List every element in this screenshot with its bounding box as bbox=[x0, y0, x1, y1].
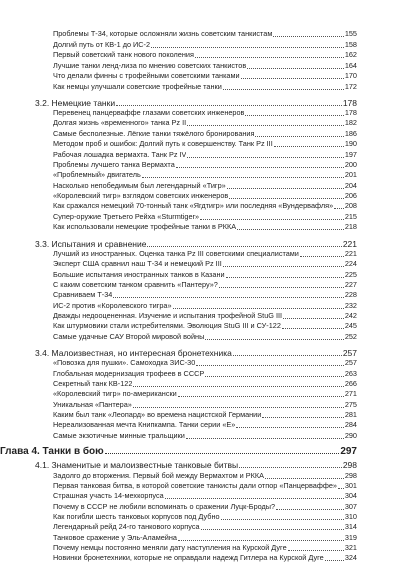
toc-entry bbox=[0, 118, 400, 128]
toc-entry-title: Супер-оружие Третьего Рейха «Sturmtiger» bbox=[53, 212, 200, 221]
toc-entry-title: Долгая жизнь «временного» танка Pz II bbox=[53, 118, 187, 127]
toc-entry bbox=[0, 431, 400, 441]
toc-page-number: 197 bbox=[344, 150, 357, 159]
toc-entry-title: Первая танковая битва, в которой советские танкисты дали отпор «Панцерваффе» bbox=[53, 481, 337, 490]
toc-entry bbox=[0, 259, 400, 269]
toc-entry-title: 3.2. Немецкие танки bbox=[35, 98, 116, 108]
toc-page-number: 298 bbox=[344, 471, 357, 480]
toc-entry bbox=[0, 553, 400, 563]
toc-entry bbox=[0, 50, 400, 60]
toc-entry-title: Самые бесполезные. Лёгкие танки тяжёлого бронирования bbox=[53, 129, 255, 138]
toc-page-number: 172 bbox=[344, 82, 357, 91]
toc-page-number: 225 bbox=[344, 270, 357, 279]
dot-leader bbox=[133, 407, 344, 408]
dot-leader bbox=[223, 89, 344, 90]
toc-entry-title: С каким советским танком сравнить «Пантеру»? bbox=[53, 280, 218, 289]
toc-page-number: 170 bbox=[344, 71, 357, 80]
dot-leader bbox=[226, 277, 344, 278]
toc-entry-title: Самые удачные САУ Второй мировой войны bbox=[53, 332, 205, 341]
toc-entry bbox=[0, 222, 400, 232]
dot-leader bbox=[274, 146, 344, 147]
toc-page-number: 204 bbox=[344, 181, 357, 190]
toc-page-number: 257 bbox=[344, 358, 357, 367]
toc-entry-title: Как погибли шесть танковых корпусов под Дубно bbox=[53, 512, 220, 521]
toc-entry bbox=[0, 181, 400, 191]
toc-page-number: 257 bbox=[342, 348, 357, 358]
toc-entry-title: Как штурмовики стали истребителями. Эволюция StuG III и СУ-122 bbox=[53, 321, 281, 330]
toc-page-number: 221 bbox=[344, 249, 357, 258]
dot-leader bbox=[334, 208, 344, 209]
dot-leader bbox=[223, 266, 344, 267]
toc-entry-title: Насколько непобедимым был легендарный «Тигр» bbox=[53, 181, 226, 190]
dot-leader bbox=[237, 229, 344, 230]
dot-leader bbox=[200, 219, 344, 220]
toc-entry-title: Задолго до вторжения. Первый бой между Вермахтом и РККА bbox=[53, 471, 265, 480]
toc-entry bbox=[0, 481, 400, 491]
toc-page-number: 304 bbox=[344, 491, 357, 500]
toc-entry-title: Секретный танк КВ-122 bbox=[53, 379, 133, 388]
dot-leader bbox=[325, 560, 344, 561]
toc-page-number: 242 bbox=[344, 311, 357, 320]
dot-leader bbox=[195, 57, 344, 58]
toc-page-number: 164 bbox=[344, 61, 357, 70]
dot-leader bbox=[178, 540, 344, 541]
toc-entry bbox=[0, 389, 400, 399]
dot-leader bbox=[116, 105, 342, 106]
toc-page-number: 215 bbox=[344, 212, 357, 221]
toc-entry-title: 4.1. Знаменитые и малоизвестные танковые битвы bbox=[35, 460, 239, 470]
dot-leader bbox=[165, 498, 344, 499]
toc-entry-title: Как использовали немецкие трофейные танки в РККА bbox=[53, 222, 237, 231]
dot-leader bbox=[221, 519, 344, 520]
toc-entry bbox=[0, 491, 400, 501]
toc-page-number: 227 bbox=[344, 280, 357, 289]
dot-leader bbox=[236, 427, 343, 428]
toc-entry-title: Дважды недооцененная. Изучение и испытания трофейной StuG III bbox=[53, 311, 283, 320]
dot-leader bbox=[229, 198, 344, 199]
dot-leader bbox=[105, 453, 340, 454]
toc-entry-title: Самые экзотичные минные тральщики bbox=[53, 431, 185, 440]
toc-entry-title: ИС-2 против «Королевского тигра» bbox=[53, 301, 172, 310]
toc-page-number: 178 bbox=[342, 98, 357, 108]
toc-entry bbox=[0, 400, 400, 410]
toc-entry bbox=[0, 379, 400, 389]
toc-page-number: 321 bbox=[344, 543, 357, 552]
toc-page-number: 290 bbox=[344, 431, 357, 440]
toc-entry-title: Большие испытания иностранных танков в Казани bbox=[53, 270, 225, 279]
dot-leader bbox=[233, 355, 342, 356]
toc-entry-title: Уникальная «Пантера» bbox=[53, 400, 132, 409]
toc-page-number: 284 bbox=[344, 420, 357, 429]
dot-leader bbox=[173, 308, 344, 309]
toc-entry bbox=[0, 191, 400, 201]
dot-leader bbox=[142, 177, 344, 178]
toc-page-number: 263 bbox=[344, 369, 357, 378]
toc-entry-title: Проблемы лучшего танка Вермахта bbox=[53, 160, 175, 169]
toc-entry-title: Нереализованная мечта Книпкампа. Танки серии «Е» bbox=[53, 420, 236, 429]
dot-leader bbox=[219, 287, 344, 288]
toc-entry-title: Первый советский танк нового поколения bbox=[53, 50, 194, 59]
dot-leader bbox=[187, 157, 343, 158]
dot-leader bbox=[273, 36, 343, 37]
dot-leader bbox=[176, 167, 344, 168]
toc-entry-title: Эксперт США сравнил наш Т-34 и немецкий Pz III bbox=[53, 259, 222, 268]
toc-entry-title: Легендарный рейд 24-го танкового корпуса bbox=[53, 522, 200, 531]
dot-leader bbox=[276, 509, 344, 510]
toc-page-number: 281 bbox=[344, 410, 357, 419]
toc-page-number: 307 bbox=[344, 502, 357, 511]
toc-entry bbox=[0, 502, 400, 512]
toc-page-number: 224 bbox=[344, 259, 357, 268]
toc-page-number: 190 bbox=[344, 139, 357, 148]
toc-entry bbox=[0, 270, 400, 280]
toc-page-number: 201 bbox=[344, 170, 357, 179]
toc-entry bbox=[0, 369, 400, 379]
toc-entry-title: Проблемы Т-34, которые осложняли жизнь советским танкистам bbox=[53, 29, 273, 38]
toc-page-number: 200 bbox=[344, 160, 357, 169]
toc-entry bbox=[0, 201, 400, 211]
dot-leader bbox=[147, 246, 341, 247]
dot-leader bbox=[262, 417, 343, 418]
toc-entry bbox=[0, 512, 400, 522]
toc-page-number: 208 bbox=[344, 201, 357, 210]
toc-page-number: 324 bbox=[344, 553, 357, 562]
toc-page-number: 310 bbox=[344, 512, 357, 521]
toc-entry bbox=[0, 61, 400, 71]
toc-entry-title: Лучшие танки ленд-лиза по мнению советских танкистов bbox=[53, 61, 247, 70]
toc-entry-title: Как немцы улучшали советские трофейные танки bbox=[53, 82, 222, 91]
toc-entry-title: Каким был танк «Леопард» во времена нацистской Германии bbox=[53, 410, 262, 419]
toc-entry-title: Танковое сражение у Эль-Аламейна bbox=[53, 533, 177, 542]
toc-page-number: 182 bbox=[344, 118, 357, 127]
toc-entry-title: Глава 4. Танки в бою bbox=[0, 446, 104, 457]
toc-page-number: 178 bbox=[344, 108, 357, 117]
toc-entry bbox=[0, 160, 400, 170]
toc-entry bbox=[0, 358, 400, 368]
dot-leader bbox=[178, 396, 344, 397]
toc-page-number: 297 bbox=[340, 446, 357, 457]
toc-page-number: 319 bbox=[344, 533, 357, 542]
toc-page-number: 301 bbox=[344, 481, 357, 490]
toc-entry bbox=[0, 40, 400, 50]
toc-entry-title: «Королевский тигр» по-американски bbox=[53, 389, 177, 398]
dot-leader bbox=[151, 47, 344, 48]
toc-entry-title: Почему немцы постоянно меняли дату наступления на Курской Дуге bbox=[53, 543, 287, 552]
toc-page-number: 155 bbox=[344, 29, 357, 38]
toc-entry bbox=[0, 290, 400, 300]
dot-leader bbox=[196, 365, 344, 366]
toc-page-number: 162 bbox=[344, 50, 357, 59]
toc-page-number: 186 bbox=[344, 129, 357, 138]
toc-section bbox=[0, 460, 400, 471]
dot-leader bbox=[245, 115, 343, 116]
dot-leader bbox=[241, 78, 344, 79]
dot-leader bbox=[113, 297, 343, 298]
dot-leader bbox=[205, 339, 343, 340]
toc-entry-title: Лучший из иностранных. Оценка танка Pz III советскими специалистами bbox=[53, 249, 299, 258]
toc-entry bbox=[0, 522, 400, 532]
dot-leader bbox=[282, 328, 344, 329]
toc-entry-title: Страшная участь 14-мехкорпуса bbox=[53, 491, 164, 500]
toc-page-number: 206 bbox=[344, 191, 357, 200]
toc-entry bbox=[0, 543, 400, 553]
toc-entry-title: Как сражался немецкий 70-тонный танк «Ягдтигр» или последняя «Вундервафля» bbox=[53, 201, 334, 210]
dot-leader bbox=[283, 318, 344, 319]
toc-entry bbox=[0, 420, 400, 430]
toc-page-number: 232 bbox=[344, 301, 357, 310]
toc-entry-title: Методом проб и ошибок: Долгий путь к совершенству. Танк Pz III bbox=[53, 139, 273, 148]
toc-entry-title: Перевенец панцерваффе глазами советских инженеров bbox=[53, 108, 245, 117]
toc-entry-title: Долгий путь от КВ-1 до ИС-2 bbox=[53, 40, 151, 49]
toc-entry bbox=[0, 108, 400, 118]
toc-entry bbox=[0, 71, 400, 81]
toc-entry-title: Почему в СССР не любили вспоминать о сражении Луцк-Броды? bbox=[53, 502, 276, 511]
toc-entry bbox=[0, 139, 400, 149]
toc-entry bbox=[0, 321, 400, 331]
toc-page-number: 221 bbox=[342, 239, 357, 249]
toc-page-number: 266 bbox=[344, 379, 357, 388]
toc-entry bbox=[0, 249, 400, 259]
toc-entry-title: 3.3. Испытания и сравнение bbox=[35, 239, 147, 249]
dot-leader bbox=[255, 136, 343, 137]
toc-entry bbox=[0, 471, 400, 481]
toc-page-number: 245 bbox=[344, 321, 357, 330]
toc-entry-title: Что делали финны с трофейными советскими танками bbox=[53, 71, 240, 80]
toc-entry bbox=[0, 533, 400, 543]
dot-leader bbox=[186, 438, 344, 439]
toc-entry bbox=[0, 212, 400, 222]
dot-leader bbox=[338, 488, 344, 489]
dot-leader bbox=[247, 68, 344, 69]
toc-page-number: 252 bbox=[344, 332, 357, 341]
toc-page-number: 228 bbox=[344, 290, 357, 299]
toc-entry bbox=[0, 332, 400, 342]
toc-entry-title: «Проблемный» двигатель bbox=[53, 170, 141, 179]
dot-leader bbox=[300, 256, 344, 257]
toc-page-number: 298 bbox=[342, 460, 357, 470]
toc-entry-title: «Королевский тигр» взглядом советских инженеров bbox=[53, 191, 229, 200]
toc-entry-title: «Повозка для пушки». Самоходка ЗИС-30 bbox=[53, 358, 196, 367]
toc-page-number: 271 bbox=[344, 389, 357, 398]
toc-entry-title: Сравниваем Т-34 bbox=[53, 290, 113, 299]
dot-leader bbox=[265, 478, 344, 479]
dot-leader bbox=[201, 529, 344, 530]
toc-entry bbox=[0, 82, 400, 92]
toc-page-number: 218 bbox=[344, 222, 357, 231]
toc-entry-title: 3.4. Малоизвестная, но интересная бронетехника bbox=[35, 348, 232, 358]
toc-entry bbox=[0, 301, 400, 311]
toc-entry bbox=[0, 150, 400, 160]
toc-chapter bbox=[0, 445, 400, 458]
toc-page-number: 275 bbox=[344, 400, 357, 409]
dot-leader bbox=[205, 376, 344, 377]
toc-entry-title: Рабочая лошадка вермахта. Танк Pz IV bbox=[53, 150, 187, 159]
toc-page-number: 314 bbox=[344, 522, 357, 531]
toc-entry bbox=[0, 29, 400, 39]
dot-leader bbox=[133, 386, 343, 387]
dot-leader bbox=[187, 125, 344, 126]
toc-entry bbox=[0, 311, 400, 321]
toc-entry bbox=[0, 170, 400, 180]
toc-entry bbox=[0, 129, 400, 139]
toc-entry-title: Глобальная модернизация трофеев в СССР bbox=[53, 369, 205, 378]
dot-leader bbox=[239, 467, 342, 468]
dot-leader bbox=[227, 188, 344, 189]
dot-leader bbox=[288, 550, 344, 551]
toc-page-number: 158 bbox=[344, 40, 357, 49]
toc-entry bbox=[0, 410, 400, 420]
toc-entry bbox=[0, 280, 400, 290]
toc-entry-title: Новинки бронетехники, которые не оправдали надежд Гитлера на Курской Дуге bbox=[53, 553, 324, 562]
